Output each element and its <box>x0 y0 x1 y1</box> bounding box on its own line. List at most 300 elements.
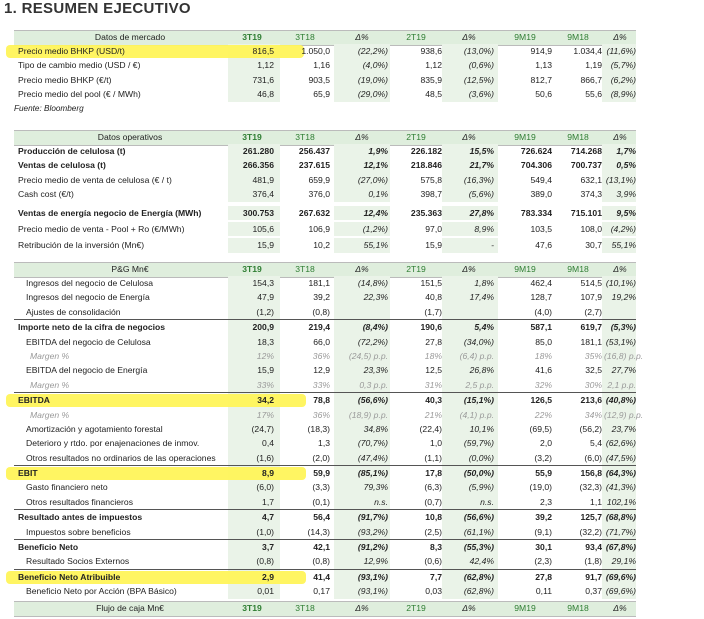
row-value: 15,9 <box>257 365 274 376</box>
row-value: 85,0 <box>535 336 552 347</box>
row-value: 79,3% <box>363 482 388 493</box>
row-label: Amortización y agotamiento forestal <box>26 423 163 434</box>
row-value: 12,9 <box>313 365 330 376</box>
row-value: 726.624 <box>520 146 552 156</box>
row-value: (56,6%) <box>463 512 494 523</box>
row-value: (15,1%) <box>463 395 494 406</box>
row-value: (62,8%) <box>463 571 494 582</box>
row-value: (55,3%) <box>463 542 494 553</box>
row-value: 18,3 <box>257 336 274 347</box>
row-label: Impuestos sobre beneficios <box>26 526 131 537</box>
row-value: (11,6%) <box>606 46 636 56</box>
row-value: 33% <box>312 379 330 390</box>
row-value: 714.268 <box>570 146 602 156</box>
row-label: Precio medio BHKP (USD/t) <box>18 46 125 56</box>
row-value: 22% <box>534 409 552 420</box>
row-value: 30% <box>584 379 602 390</box>
row-value: 55,1% <box>611 240 636 251</box>
row-value: 41,6 <box>535 365 552 376</box>
row-label: Otros resultados financieros <box>26 496 133 507</box>
row-value: 31% <box>424 379 442 390</box>
row-value: (6,0) <box>584 452 602 463</box>
column-header: 9M19 <box>514 32 536 42</box>
row-value: (14,8%) <box>357 278 388 288</box>
row-value: (22,4) <box>419 423 442 434</box>
row-value: (69,5) <box>529 423 552 434</box>
row-value: 55,1% <box>363 240 388 251</box>
row-value: (5,7%) <box>610 60 636 71</box>
row-value: 398,7 <box>420 189 442 200</box>
column-header: 3T18 <box>295 264 315 274</box>
row-label: Ventas de celulosa (t) <box>18 160 106 171</box>
row-value: 18% <box>424 350 442 361</box>
column-header: Δ% <box>355 603 369 613</box>
row-value: 1,7 <box>262 496 274 507</box>
row-value: 5,4% <box>474 322 494 333</box>
row-value: 462,4 <box>530 278 552 288</box>
row-value: 32,5 <box>585 365 602 376</box>
row-value: 1,7% <box>616 146 636 156</box>
column-header: 9M18 <box>567 32 589 42</box>
column-header: Δ% <box>613 603 627 613</box>
row-value: (2,3) <box>534 556 552 567</box>
row-value: (71,7%) <box>605 526 636 537</box>
row-value: 376,0 <box>308 189 330 200</box>
row-value: 4,7 <box>262 512 274 523</box>
row-value: (0,0%) <box>468 452 494 463</box>
row-value: 587,1 <box>530 322 552 333</box>
table-row <box>14 539 636 554</box>
row-value: (6,3) <box>424 482 442 493</box>
row-value: 3,7 <box>262 542 274 553</box>
row-value: 1,9% <box>368 146 388 156</box>
row-value: 812,7 <box>530 74 552 85</box>
table-row <box>14 305 636 319</box>
row-value: (12,9) p.p. <box>604 409 644 420</box>
row-label: Ajustes de consolidación <box>26 306 121 317</box>
row-value: (6,4) p.p. <box>459 350 494 361</box>
row-value: 0,1% <box>368 189 388 200</box>
section-3 <box>14 262 644 599</box>
row-value: 15,9 <box>257 240 274 251</box>
row-value: 835,9 <box>420 74 442 85</box>
row-value: (6,2%) <box>610 74 636 85</box>
row-value: 93,4 <box>585 542 602 553</box>
row-value: 32% <box>534 379 552 390</box>
row-value: (9,1) <box>534 526 552 537</box>
row-value: 66,0 <box>313 336 330 347</box>
row-value: 8,9 <box>262 468 274 479</box>
page-title: 1. RESUMEN EJECUTIVO <box>4 0 191 17</box>
row-label: Beneficio Neto Atribuible <box>18 571 121 582</box>
row-value: 65,9 <box>313 89 330 100</box>
column-header: Δ% <box>462 32 476 42</box>
row-label: Resultado Socios Externos <box>26 556 130 567</box>
row-value: 1,3 <box>318 438 330 449</box>
row-value: 27,8% <box>469 207 494 218</box>
row-value: (2,5) <box>424 526 442 537</box>
row-value: 1,1 <box>590 496 602 507</box>
row-value: 55,6 <box>585 89 602 100</box>
row-value: (4,0) <box>534 306 552 317</box>
row-value: (47,5%) <box>605 452 636 463</box>
column-header: 3T19 <box>242 132 262 142</box>
row-value: (61,1%) <box>463 526 494 537</box>
table-row <box>14 58 636 72</box>
row-value: 41,4 <box>313 571 330 582</box>
row-value: (53,1%) <box>605 336 636 347</box>
column-header: 2T19 <box>406 603 426 613</box>
row-value: 219,4 <box>308 322 330 333</box>
row-value: 42,4% <box>469 556 494 567</box>
row-value: (0,8) <box>256 556 274 567</box>
row-value: (3,6%) <box>468 89 494 100</box>
row-value: 256.437 <box>298 146 330 156</box>
table-row <box>14 206 636 220</box>
row-value: (5,6%) <box>468 189 494 200</box>
table-row <box>14 87 636 101</box>
table-row <box>14 144 636 158</box>
row-value: 59,9 <box>313 468 330 479</box>
column-header: Δ% <box>355 32 369 42</box>
row-value: (19,0) <box>529 482 552 493</box>
section-2 <box>14 130 636 253</box>
row-value: 12% <box>256 350 274 361</box>
row-value: 12,4% <box>363 207 388 218</box>
table-row <box>14 408 644 422</box>
row-value: (5,3%) <box>610 322 636 333</box>
row-label: Margen % <box>30 350 70 361</box>
source-note: Fuente: Bloomberg <box>14 103 84 113</box>
section-title: Datos de mercado <box>94 32 166 42</box>
table-row <box>14 319 636 334</box>
row-value: 1,12 <box>425 60 442 71</box>
row-value: 15,5% <box>469 146 494 156</box>
row-value: 0,5% <box>616 160 636 171</box>
row-value: 0,11 <box>535 586 552 597</box>
column-header: Δ% <box>355 132 369 142</box>
row-value: (62,8%) <box>463 586 494 597</box>
row-value: 10,2 <box>313 240 330 251</box>
row-value: 128,7 <box>530 292 552 303</box>
row-value: (0,1) <box>312 496 330 507</box>
row-value: (0,6%) <box>468 60 494 71</box>
row-label: Margen % <box>30 379 70 390</box>
row-value: (1,6) <box>256 452 274 463</box>
row-value: 266.356 <box>242 160 274 171</box>
row-value: 33% <box>256 379 274 390</box>
row-value: 108,0 <box>580 223 602 234</box>
row-label: Beneficio Neto <box>18 542 79 553</box>
row-value: (93,2%) <box>357 526 388 537</box>
column-header: Δ% <box>613 132 627 142</box>
row-value: 55,9 <box>535 468 552 479</box>
row-value: (85,1%) <box>357 468 388 479</box>
table-row <box>14 290 636 304</box>
row-value: (0,8) <box>312 306 330 317</box>
row-value: 1,0 <box>430 438 442 449</box>
row-label: Otros resultados no ordinarios de las operaciones <box>26 452 216 463</box>
row-value: 151,5 <box>420 278 442 288</box>
column-header: 9M18 <box>567 264 589 274</box>
column-header: Δ% <box>613 32 627 42</box>
row-value: 36% <box>312 350 330 361</box>
row-value: 2,1 p.p. <box>607 379 636 390</box>
row-value: 12,1% <box>363 160 388 171</box>
section-title: Datos operativos <box>97 132 163 142</box>
row-value: (91,2%) <box>357 542 388 553</box>
row-value: (68,8%) <box>605 512 636 523</box>
row-value: (93,1%) <box>357 571 388 582</box>
row-value: (64,3%) <box>605 468 636 479</box>
section-header <box>14 130 636 144</box>
row-value: (4,1) p.p. <box>459 409 494 420</box>
row-value: 34,8% <box>363 423 388 434</box>
row-value: 5,4 <box>590 438 602 449</box>
row-value: (13,0%) <box>463 46 494 56</box>
row-value: 200,9 <box>252 322 274 333</box>
table-row <box>14 349 644 363</box>
row-value: - <box>491 240 494 251</box>
row-value: 21% <box>424 409 442 420</box>
row-value: (4,2%) <box>610 223 636 234</box>
row-label: Precio medio de venta de celulosa (€ / t) <box>18 174 172 185</box>
row-value: (93,1%) <box>357 586 388 597</box>
section-title: P&G Mn€ <box>111 264 149 274</box>
row-label: Gasto financiero neto <box>26 482 108 493</box>
row-value: 731,6 <box>252 74 274 85</box>
row-value: 18% <box>534 350 552 361</box>
row-value: (40,8%) <box>605 395 636 406</box>
row-value: (2,7) <box>584 306 602 317</box>
row-label: Beneficio Neto por Acción (BPA Básico) <box>26 586 177 597</box>
row-value: 34% <box>584 409 602 420</box>
row-value: 0,3 p.p. <box>359 379 388 390</box>
row-value: 1.034,4 <box>573 46 602 56</box>
row-value: 103,5 <box>530 223 552 234</box>
table-row <box>14 335 636 349</box>
row-value: 866,7 <box>580 74 602 85</box>
row-value: 700.737 <box>570 160 602 171</box>
row-value: 181,1 <box>308 278 330 288</box>
row-label: Importe neto de la cifra de negocios <box>18 322 166 333</box>
row-value: (27,0%) <box>357 174 388 185</box>
row-value: (70,7%) <box>357 438 388 449</box>
row-value: 1,16 <box>313 60 330 71</box>
row-value: 154,3 <box>252 278 274 288</box>
row-label: EBIT <box>18 468 38 479</box>
row-value: (3,3) <box>312 482 330 493</box>
row-label: EBITDA <box>18 395 50 406</box>
column-header: 2T19 <box>406 264 426 274</box>
row-value: (32,2) <box>579 526 602 537</box>
row-value: (69,6%) <box>605 571 636 582</box>
row-label: EBITDA del negocio de Celulosa <box>26 336 151 347</box>
table-row <box>14 584 636 598</box>
row-value: 78,8 <box>313 395 330 406</box>
row-value: 575,8 <box>420 174 442 185</box>
row-value: 0,4 <box>262 438 274 449</box>
row-value: (34,0%) <box>463 336 494 347</box>
row-value: 17,8 <box>425 468 442 479</box>
row-value: 704.306 <box>520 160 552 171</box>
row-value: (91,7%) <box>357 512 388 523</box>
section-header <box>14 601 636 615</box>
row-value: (1,7) <box>424 306 442 317</box>
row-value: (24,7) <box>251 423 274 434</box>
row-value: 47,9 <box>257 292 274 303</box>
row-value: (1,2) <box>256 306 274 317</box>
row-value: (69,6%) <box>605 586 636 597</box>
row-value: 19,2% <box>611 292 636 303</box>
row-value: 156,8 <box>580 468 602 479</box>
row-value: (22,2%) <box>357 46 388 56</box>
row-value: 34,2 <box>257 395 274 406</box>
row-value: (0,7) <box>424 496 442 507</box>
table-row <box>14 480 636 494</box>
row-value: 29,1% <box>611 556 636 567</box>
row-value: 56,4 <box>313 512 330 523</box>
table-row <box>14 554 636 568</box>
row-value: 226.182 <box>410 146 442 156</box>
row-value: (1,2%) <box>362 223 388 234</box>
row-value: n.s. <box>480 496 494 507</box>
table-row <box>14 509 636 524</box>
row-value: 106,9 <box>308 223 330 234</box>
row-value: (72,2%) <box>357 336 388 347</box>
row-value: 659,9 <box>308 174 330 185</box>
row-value: 8,3 <box>430 542 442 553</box>
row-value: 91,7 <box>585 571 602 582</box>
section-header <box>14 30 636 44</box>
row-value: 549,4 <box>530 174 552 185</box>
table-row <box>14 525 636 539</box>
table-row <box>14 222 636 236</box>
row-label: Margen % <box>30 409 70 420</box>
row-value: 1,13 <box>535 60 552 71</box>
row-value: (14,3) <box>307 526 330 537</box>
row-label: Retribución de la inversión (Mn€) <box>18 240 145 251</box>
column-header: 3T19 <box>242 603 262 613</box>
row-value: 2,9 <box>262 571 274 582</box>
row-value: (4,0%) <box>362 60 388 71</box>
row-value: 1.050,0 <box>301 46 330 56</box>
row-value: 10,8 <box>425 512 442 523</box>
row-value: 938,6 <box>420 46 442 56</box>
row-value: 9,5% <box>616 207 636 218</box>
row-value: 235.363 <box>410 207 442 218</box>
row-value: (50,0%) <box>463 468 494 479</box>
section-1 <box>14 30 636 115</box>
row-label: Ingresos del negocio de Energía <box>26 292 150 303</box>
column-header: Δ% <box>462 132 476 142</box>
row-value: (41,3%) <box>605 482 636 493</box>
row-value: 267.632 <box>298 207 330 218</box>
row-value: (0,8) <box>312 556 330 567</box>
column-header: 9M18 <box>567 603 589 613</box>
table-row <box>14 173 636 187</box>
column-header: Δ% <box>613 264 627 274</box>
shaded-column <box>602 305 636 319</box>
table-row <box>14 392 636 407</box>
row-value: 42,1 <box>313 542 330 553</box>
table-row <box>14 73 636 87</box>
row-value: (56,2) <box>579 423 602 434</box>
row-value: (59,7%) <box>463 438 494 449</box>
row-value: (16,3%) <box>463 174 494 185</box>
column-header: 3T18 <box>295 603 315 613</box>
shaded-column <box>334 305 390 319</box>
shaded-column <box>442 305 498 319</box>
column-header: 9M19 <box>514 603 536 613</box>
row-value: 7,7 <box>430 571 442 582</box>
row-value: 17% <box>256 409 274 420</box>
row-value: 15,9 <box>425 240 442 251</box>
row-value: 27,7% <box>611 365 636 376</box>
row-value: (1,8) <box>584 556 602 567</box>
row-value: 10,1% <box>469 423 494 434</box>
row-value: 27,8 <box>425 336 442 347</box>
row-value: 0,01 <box>257 586 274 597</box>
row-value: (67,8%) <box>605 542 636 553</box>
row-value: 23,3% <box>363 365 388 376</box>
row-value: (1,1) <box>424 452 442 463</box>
row-value: 190,6 <box>420 322 442 333</box>
row-value: 783.334 <box>520 207 552 218</box>
row-value: 3,9% <box>616 189 636 200</box>
row-value: 50,6 <box>535 89 552 100</box>
column-header: 3T18 <box>295 132 315 142</box>
row-value: (2,0) <box>312 452 330 463</box>
column-header: 3T19 <box>242 264 262 274</box>
row-value: 816,5 <box>252 46 274 56</box>
section-4 <box>14 601 636 615</box>
row-value: 39,2 <box>535 512 552 523</box>
table-row <box>14 363 636 377</box>
row-value: 47,6 <box>535 240 552 251</box>
row-value: (10,1%) <box>605 278 636 288</box>
row-label: Tipo de cambio medio (USD / €) <box>18 60 141 71</box>
column-header: 9M19 <box>514 264 536 274</box>
table-row <box>14 158 636 172</box>
row-value: (29,0%) <box>357 89 388 100</box>
row-value: 105,6 <box>252 223 274 234</box>
row-value: 903,5 <box>308 74 330 85</box>
row-value: (56,6%) <box>357 395 388 406</box>
row-value: 2,0 <box>540 438 552 449</box>
table-row <box>14 276 636 290</box>
row-value: 632,1 <box>580 174 602 185</box>
table-row <box>14 451 636 465</box>
section-title: Flujo de caja Mn€ <box>96 603 164 613</box>
row-value: 715.101 <box>570 207 602 218</box>
row-value: (19,0%) <box>357 74 388 85</box>
row-value: (0,6) <box>424 556 442 567</box>
row-value: 125,7 <box>580 512 602 523</box>
row-value: 17,4% <box>469 292 494 303</box>
row-value: 97,0 <box>425 223 442 234</box>
row-value: 237.615 <box>298 160 330 171</box>
row-value: 27,8 <box>535 571 552 582</box>
row-value: 0,17 <box>313 586 330 597</box>
row-value: 23,7% <box>611 423 636 434</box>
row-value: 514,5 <box>580 278 602 288</box>
column-header: 9M18 <box>567 132 589 142</box>
row-label: Deterioro y rtdo. por enajenaciones de inmov. <box>26 438 200 449</box>
row-value: (47,4%) <box>357 452 388 463</box>
column-header: 9M19 <box>514 132 536 142</box>
column-header: 3T18 <box>295 32 315 42</box>
